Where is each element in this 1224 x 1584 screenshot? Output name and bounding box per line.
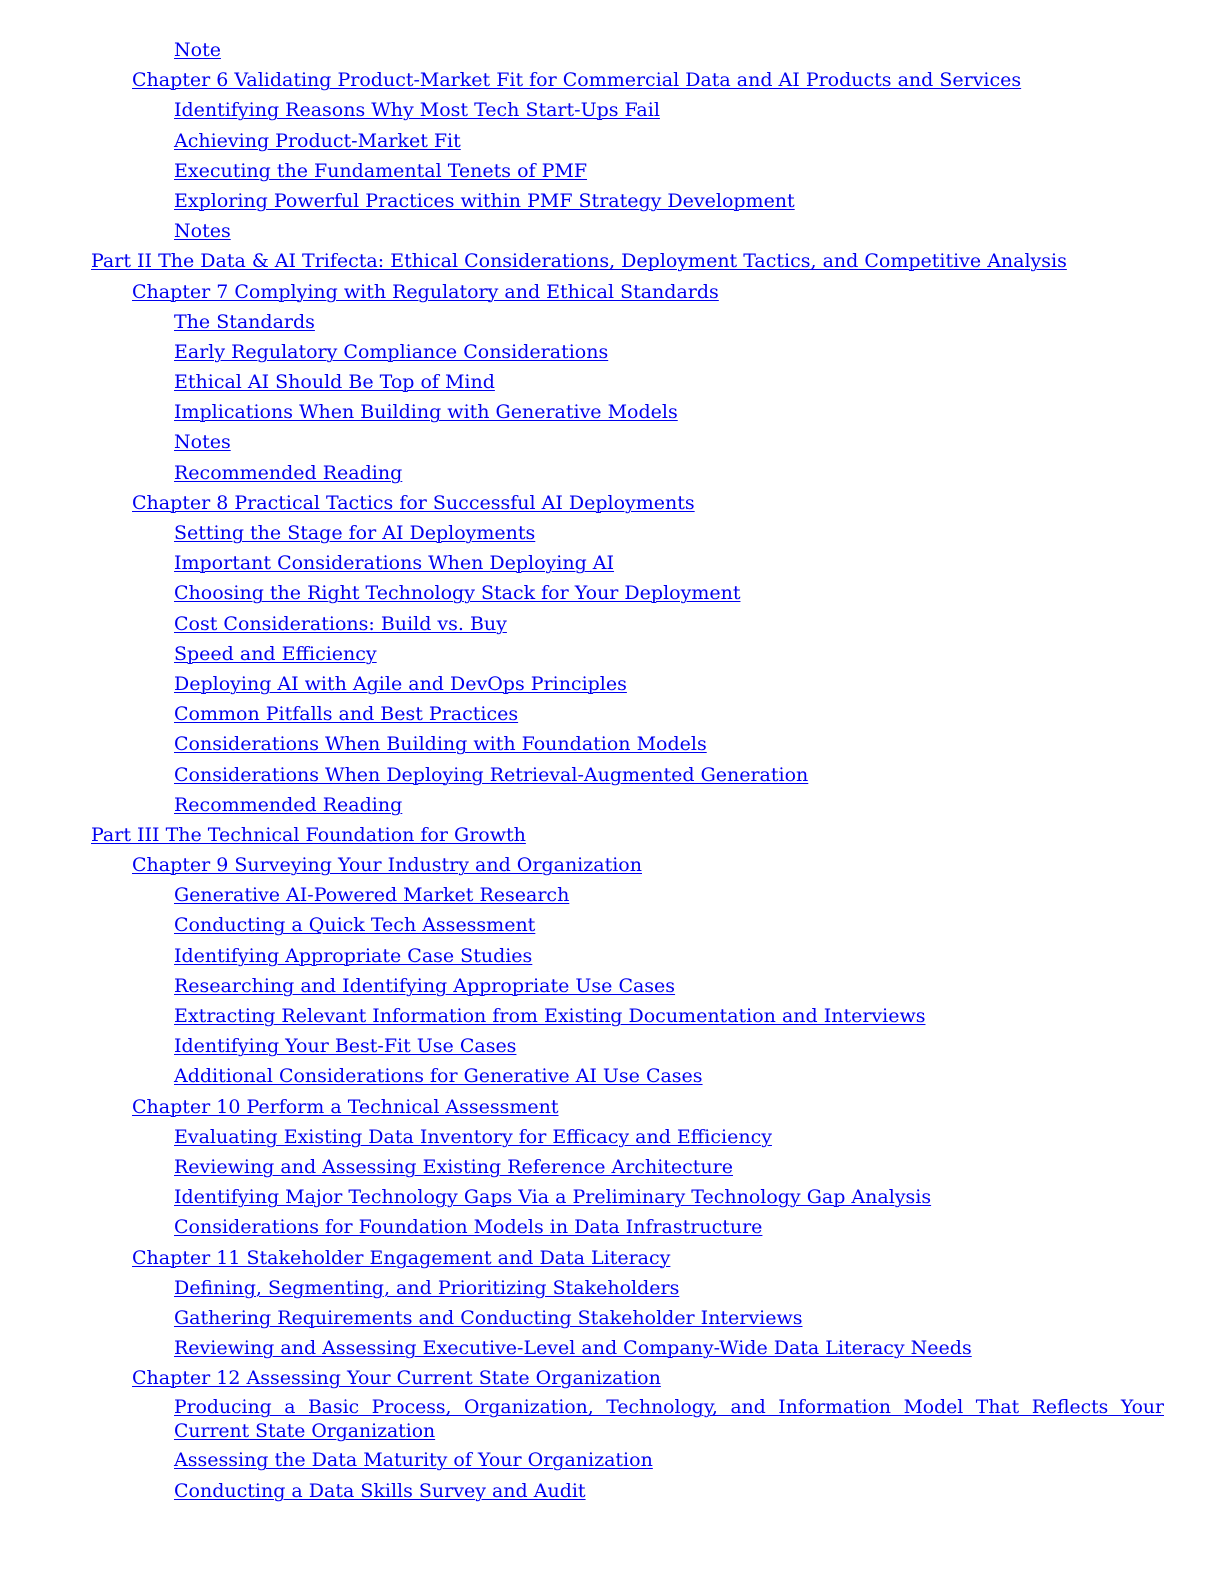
toc-link[interactable]: Chapter 6 Validating Product-Market Fit for Commercial Data and AI Products and Services <box>132 69 1022 92</box>
toc-link[interactable]: Considerations for Foundation Models in Data Infrastructure <box>174 1216 763 1239</box>
toc-section-entry <box>0 1185 1224 1209</box>
toc-link[interactable]: Extracting Relevant Information from Existing Documentation and Interviews <box>174 1005 926 1027</box>
toc-section-entry <box>0 1004 1224 1028</box>
toc-link[interactable]: Generative AI-Powered Market Research <box>174 884 570 907</box>
toc-link[interactable]: Important Considerations When Deploying AI <box>174 552 615 575</box>
toc-section-entry <box>0 159 1224 183</box>
toc-section-entry <box>0 763 1224 787</box>
toc-section-entry <box>0 189 1224 213</box>
toc-chapter-entry <box>0 853 1224 877</box>
toc-link[interactable]: Conducting a Quick Tech Assessment <box>174 914 536 937</box>
toc-link[interactable]: Defining, Segmenting, and Prioritizing Stakeholders <box>174 1276 680 1299</box>
toc-section-entry <box>0 370 1224 394</box>
toc-section-entry <box>0 1064 1224 1088</box>
toc-link[interactable]: Producing a Basic Process, Organization, Technology, and Information Model That Reflects Your Current State Organization <box>174 1397 1164 1443</box>
toc-chapter-entry <box>0 68 1224 92</box>
toc-link[interactable]: Identifying Appropriate Case Studies <box>174 944 533 967</box>
toc-section-entry <box>0 310 1224 334</box>
toc-link[interactable]: Part II The Data & AI Trifecta: Ethical Considerations, Deployment Tactics, and Competitive Analysis <box>91 250 1067 273</box>
toc-section-entry <box>0 793 1224 817</box>
toc-link[interactable]: Cost Considerations: Build vs. Buy <box>174 612 507 635</box>
toc-section-entry <box>0 38 1224 62</box>
toc-link[interactable]: Setting the Stage for AI Deployments <box>174 522 536 544</box>
toc-section-entry <box>0 883 1224 907</box>
toc-section-entry <box>0 1215 1224 1239</box>
toc-link[interactable]: Gathering Requirements and Conducting Stakeholder Interviews <box>174 1306 803 1329</box>
toc-section-entry <box>0 672 1224 696</box>
toc-section-entry <box>0 400 1224 424</box>
toc-chapter-entry <box>0 1095 1224 1119</box>
toc-chapter-entry <box>0 280 1224 304</box>
toc-link[interactable]: Ethical AI Should Be Top of Mind <box>174 371 495 394</box>
toc-section-entry <box>0 1276 1224 1300</box>
toc-section-entry <box>0 944 1224 968</box>
toc-section-entry <box>0 1034 1224 1058</box>
toc-section-entry <box>0 913 1224 937</box>
toc-link[interactable]: Identifying Reasons Why Most Tech Start-Ups Fail <box>174 99 660 122</box>
toc-section-entry <box>0 612 1224 636</box>
toc-section-entry <box>0 1306 1224 1330</box>
toc-link[interactable]: Chapter 10 Perform a Technical Assessment <box>132 1095 559 1118</box>
toc-link[interactable]: Conducting a Data Skills Survey and Audit <box>174 1479 586 1502</box>
toc-link[interactable]: Chapter 7 Complying with Regulatory and Ethical Standards <box>132 280 719 303</box>
toc-chapter-entry <box>0 491 1224 515</box>
toc-link[interactable]: Part III The Technical Foundation for Growth <box>91 823 526 846</box>
toc-link[interactable]: Note <box>174 39 221 61</box>
toc-section-entry <box>0 1479 1224 1503</box>
toc-section-entry <box>0 1336 1224 1360</box>
toc-link[interactable]: Early Regulatory Compliance Considerations <box>174 340 609 363</box>
toc-link[interactable]: Chapter 11 Stakeholder Engagement and Data Literacy <box>132 1246 671 1269</box>
toc-link[interactable]: Assessing the Data Maturity of Your Organization <box>174 1449 653 1472</box>
toc-link[interactable]: Reviewing and Assessing Existing Reference Architecture <box>174 1155 733 1178</box>
toc-chapter-entry <box>0 1246 1224 1270</box>
toc-part-entry <box>0 249 1224 273</box>
toc-link[interactable]: Identifying Major Technology Gaps Via a Preliminary Technology Gap Analysis <box>174 1186 932 1209</box>
toc-part-entry <box>0 823 1224 847</box>
toc-link[interactable]: Considerations When Deploying Retrieval-Augmented Generation <box>174 763 809 786</box>
toc-section-entry <box>0 129 1224 153</box>
toc-section-entry <box>0 642 1224 666</box>
toc-link[interactable]: Evaluating Existing Data Inventory for Efficacy and Efficiency <box>174 1125 772 1148</box>
toc-section-entry <box>0 1125 1224 1149</box>
toc-link[interactable]: Chapter 12 Assessing Your Current State Organization <box>132 1367 661 1390</box>
toc-link[interactable]: Identifying Your Best-Fit Use Cases <box>174 1035 517 1058</box>
toc-link[interactable]: Recommended Reading <box>174 461 403 484</box>
toc-section-entry <box>0 430 1224 454</box>
toc-link[interactable]: Deploying AI with Agile and DevOps Principles <box>174 672 627 695</box>
toc-section-entry <box>0 551 1224 575</box>
toc-link[interactable]: Implications When Building with Generative Models <box>174 401 678 424</box>
toc-link[interactable]: Researching and Identifying Appropriate Use Cases <box>174 974 676 997</box>
toc-link[interactable]: Achieving Product-Market Fit <box>174 129 461 152</box>
toc-link[interactable]: Additional Considerations for Generative AI Use Cases <box>174 1065 703 1088</box>
toc-section-entry <box>0 581 1224 605</box>
toc-link[interactable]: Speed and Efficiency <box>174 642 377 665</box>
toc-section-entry <box>0 340 1224 364</box>
toc-link[interactable]: Notes <box>174 431 231 454</box>
table-of-contents <box>0 38 1224 1509</box>
toc-link[interactable]: The Standards <box>174 310 315 333</box>
toc-link[interactable]: Notes <box>174 220 231 243</box>
toc-link[interactable]: Exploring Powerful Practices within PMF Strategy Development <box>174 189 795 212</box>
toc-chapter-entry <box>0 1366 1224 1390</box>
toc-link[interactable]: Reviewing and Assessing Executive-Level and Company-Wide Data Literacy Needs <box>174 1337 972 1360</box>
toc-section-entry <box>0 521 1224 545</box>
toc-section-entry <box>0 98 1224 122</box>
toc-section-entry <box>0 219 1224 243</box>
toc-link[interactable]: Recommended Reading <box>174 793 403 816</box>
toc-link[interactable]: Considerations When Building with Foundation Models <box>174 733 707 756</box>
toc-link[interactable]: Executing the Fundamental Tenets of PMF <box>174 159 588 182</box>
toc-section-entry <box>0 702 1224 726</box>
toc-section-entry <box>0 732 1224 756</box>
toc-section-entry <box>0 1155 1224 1179</box>
toc-section-entry <box>0 974 1224 998</box>
toc-link[interactable]: Common Pitfalls and Best Practices <box>174 703 519 726</box>
toc-link[interactable]: Chapter 9 Surveying Your Industry and Organization <box>132 854 642 877</box>
toc-section-entry <box>0 1396 1164 1444</box>
toc-link[interactable]: Chapter 8 Practical Tactics for Successful AI Deployments <box>132 491 695 514</box>
toc-section-entry <box>0 461 1224 485</box>
toc-link[interactable]: Choosing the Right Technology Stack for Your Deployment <box>174 582 741 605</box>
toc-section-entry <box>0 1448 1224 1472</box>
